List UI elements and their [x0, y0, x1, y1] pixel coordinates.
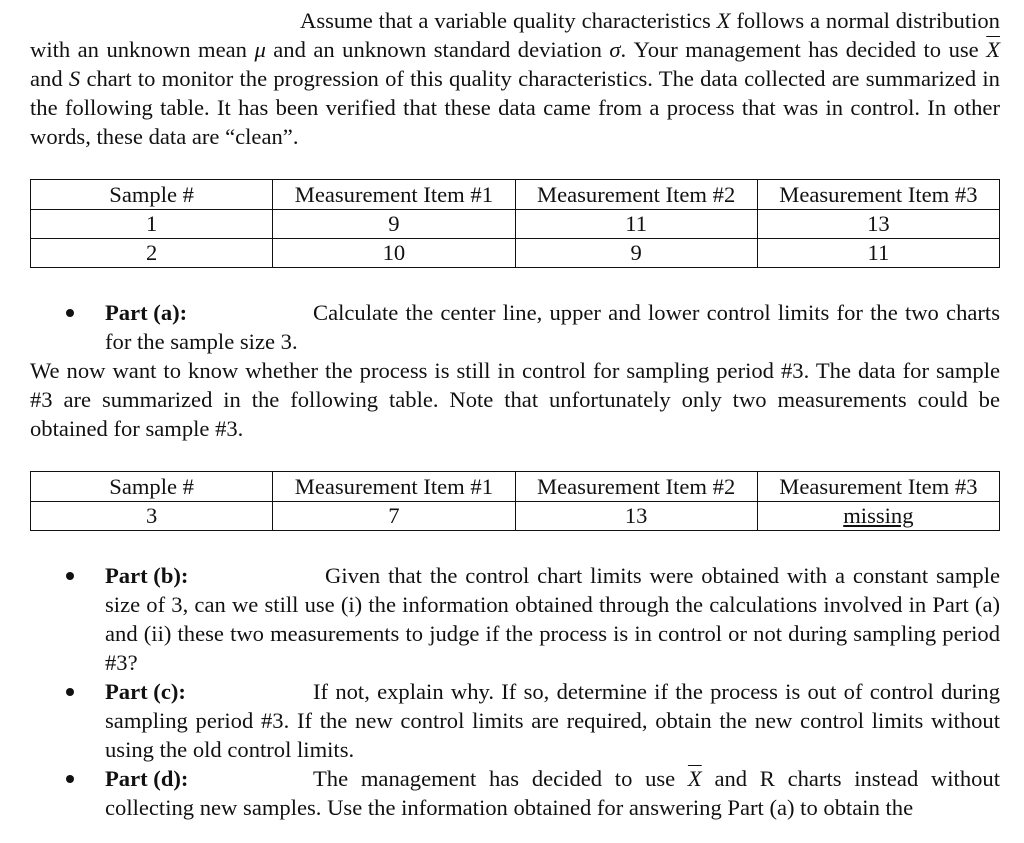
table-cell: 1 — [31, 210, 273, 239]
table-cell: 9 — [273, 210, 515, 239]
table-header-cell: Measurement Item #3 — [757, 180, 999, 210]
intro-text-3: and an unknown standard deviation — [273, 37, 602, 62]
intro-text-6: chart to monitor the progression of this quality characteristics. The data collected are summarized in the following table. It has been verified that these data came from a process that was in control. In other words, these data are “clean”. — [30, 66, 1000, 149]
bullet-icon — [66, 572, 74, 580]
part-b-item — [30, 561, 1000, 677]
missing-value: missing — [843, 503, 914, 528]
bullet-icon — [66, 688, 74, 696]
part-d-text-1: The management has decided to use — [313, 766, 676, 791]
table-cell — [757, 502, 999, 531]
part-c-text: If not, explain why. If so, determine if the process is out of control during sampling period #3. If the new control limits are required, obtain the new control limits without using the old control limits. — [105, 679, 1000, 762]
parts-list — [30, 561, 1000, 822]
table-cell: 11 — [515, 210, 757, 239]
middle-paragraph: We now want to know whether the process is still in control for sampling period #3. The data for sample #3 are summarized in the following table. Note that unfortunately only two measurements could be obtained for sample #3. — [30, 358, 1000, 441]
table-cell: 13 — [515, 502, 757, 531]
intro-text-1: Assume that a variable quality characteristics — [300, 8, 711, 33]
table-header-row — [31, 472, 1000, 502]
table-cell: 9 — [515, 239, 757, 268]
table-header-cell: Measurement Item #1 — [273, 472, 515, 502]
table-row — [31, 502, 1000, 531]
part-b-text: Given that the control chart limits were obtained with a constant sample size of 3, can we still use (i) the information obtained through the calculations involved in Part (a) and (ii) these two measurements to judge if the process is in control or not during sampling period #3? — [105, 563, 1000, 675]
sample-table-1 — [30, 179, 1000, 268]
table-cell: 10 — [273, 239, 515, 268]
symbol-xbar: $\overline{X}$ — [687, 766, 702, 791]
part-c-item — [30, 677, 1000, 764]
intro-text-2: follows a normal distribution with an unknown mean — [30, 8, 1000, 62]
table-cell: 11 — [757, 239, 999, 268]
table-header-cell: Sample # — [31, 180, 273, 210]
intro-text-4: . Your management has decided to use — [620, 37, 979, 62]
table-cell: 3 — [31, 502, 273, 531]
sample-table-2 — [30, 471, 1000, 531]
part-a-label: Part (a): — [105, 300, 188, 325]
bullet-icon — [66, 775, 74, 783]
table-row — [31, 210, 1000, 239]
part-b-label: Part (b): — [105, 563, 189, 588]
symbol-s: S — [68, 66, 81, 91]
part-a-list — [30, 298, 1000, 356]
part-d-item — [30, 764, 1000, 822]
symbol-xbar: $\overline{X}$ — [986, 37, 1000, 62]
table-cell: 13 — [757, 210, 999, 239]
intro-text-5: and — [30, 66, 63, 91]
table-header-row — [31, 180, 1000, 210]
table-header-cell: Measurement Item #2 — [515, 180, 757, 210]
table-row — [31, 239, 1000, 268]
part-a-item — [30, 298, 1000, 356]
table-header-cell: Measurement Item #3 — [757, 472, 999, 502]
part-d-text-2: and R charts instead without collecting new samples. Use the information obtained for answering Part (a) to obtain the — [105, 766, 1000, 820]
table-cell: 7 — [273, 502, 515, 531]
intro-paragraph — [30, 6, 1000, 151]
part-d-label: Part (d): — [105, 766, 189, 791]
table-header-cell: Measurement Item #1 — [273, 180, 515, 210]
part-c-label: Part (c): — [105, 679, 186, 704]
symbol-mu: μ — [254, 37, 266, 62]
table-header-cell: Sample # — [31, 472, 273, 502]
bullet-icon — [66, 309, 74, 317]
table-cell: 2 — [31, 239, 273, 268]
part-a-text: Calculate the center line, upper and lower control limits for the two charts for the sample size 3. — [105, 300, 1000, 354]
symbol-sigma: σ — [609, 37, 621, 62]
variable-x: X — [716, 8, 731, 33]
table-header-cell: Measurement Item #2 — [515, 472, 757, 502]
